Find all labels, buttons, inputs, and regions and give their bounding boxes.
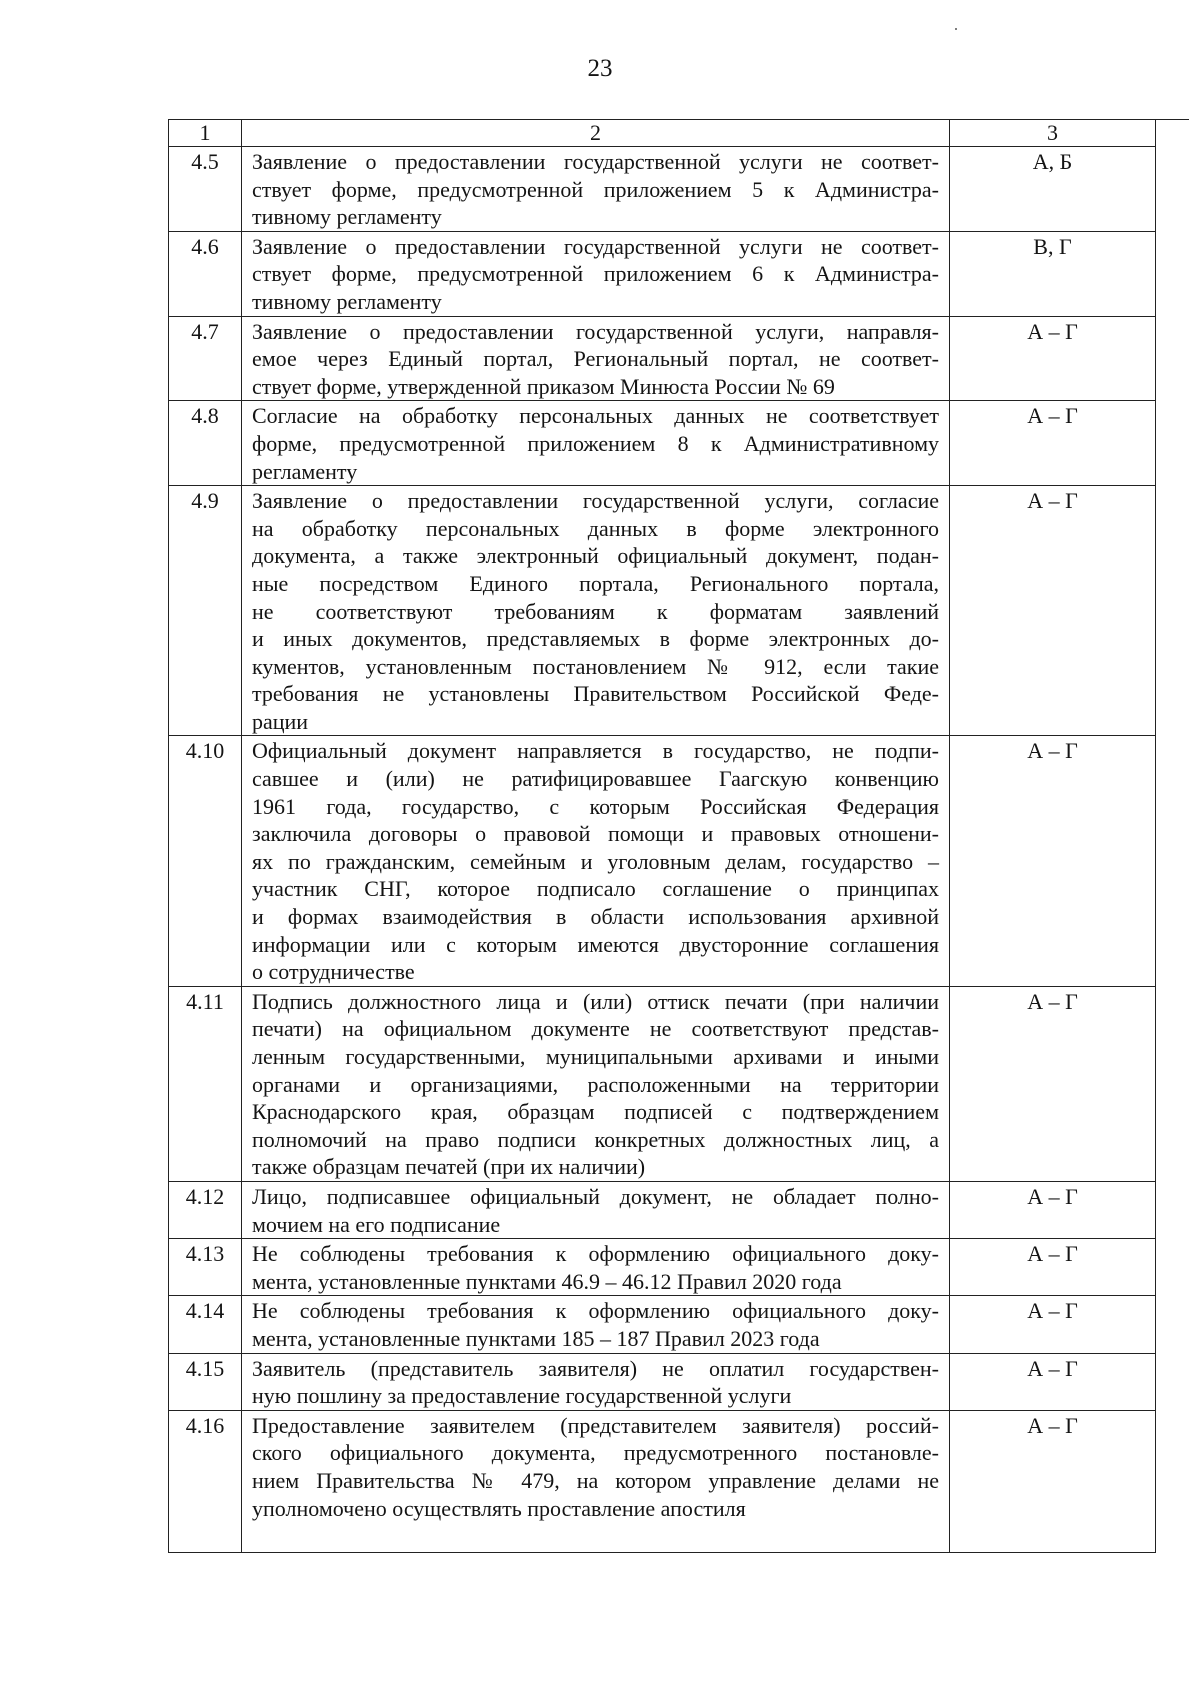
description-line: Заявление о предоставлении государственной услуги, направля- xyxy=(252,318,939,344)
description-line: печати) на официальном документе не соответствуют представ- xyxy=(252,1016,939,1042)
description-line: информации или с которым имеются двусторонние соглашения xyxy=(252,931,939,957)
table-row xyxy=(169,1410,1189,1552)
description-line: Не соблюдены требования к оформлению официального доку- xyxy=(252,1298,939,1324)
description-line: рации xyxy=(252,708,309,734)
row-extra-cell xyxy=(1156,1353,1189,1410)
description-line: тивному регламенту xyxy=(252,288,442,314)
description-line: Согласие на обработку персональных данных не соответствует xyxy=(252,403,939,429)
row-number: 4.16 xyxy=(169,1410,242,1552)
row-description xyxy=(242,736,950,986)
row-category: А – Г xyxy=(950,1410,1156,1552)
description-line: ные посредством Единого портала, Регионального портала, xyxy=(252,570,939,596)
description-line: ствует форме, утвержденной приказом Минюста России № 69 xyxy=(252,373,835,399)
row-description xyxy=(242,316,950,401)
row-extra-cell xyxy=(1156,986,1189,1181)
row-extra-cell xyxy=(1156,736,1189,986)
row-category: А – Г xyxy=(950,316,1156,401)
row-category: В, Г xyxy=(950,231,1156,316)
row-extra-cell xyxy=(1156,1181,1189,1238)
description-line: мочием на его подписание xyxy=(252,1211,501,1237)
table-row xyxy=(169,1353,1189,1410)
description-line: мента, установленные пунктами 46.9 – 46.12 Правил 2020 года xyxy=(252,1268,842,1294)
table-row xyxy=(169,1181,1189,1238)
header-cell-1: 1 xyxy=(169,120,242,147)
description-line: Заявление о предоставлении государственной услуги не соответ- xyxy=(252,149,939,174)
row-category: А – Г xyxy=(950,1239,1156,1296)
row-number: 4.5 xyxy=(169,147,242,232)
description-line: ского официального документа, предусмотренного постановле- xyxy=(252,1440,939,1466)
description-line: регламенту xyxy=(252,458,358,484)
row-number: 4.6 xyxy=(169,231,242,316)
row-number: 4.13 xyxy=(169,1239,242,1296)
table-row xyxy=(169,231,1189,316)
row-description xyxy=(242,401,950,486)
row-description xyxy=(242,986,950,1181)
description-line: требования не установлены Правительством Российской Феде- xyxy=(252,681,939,707)
row-category: А, Б xyxy=(950,147,1156,232)
table-row xyxy=(169,986,1189,1181)
row-extra-cell xyxy=(1156,231,1189,316)
row-description xyxy=(242,1296,950,1353)
row-category: А – Г xyxy=(950,1353,1156,1410)
requirements-table xyxy=(168,119,1189,1553)
description-line: мента, установленные пунктами 185 – 187 Правил 2023 года xyxy=(252,1325,820,1351)
table-row xyxy=(169,736,1189,986)
description-line: не соответствуют требованиям к форматам заявлений xyxy=(252,598,939,624)
scan-speck xyxy=(955,28,957,30)
description-line: также образцам печатей (при их наличии) xyxy=(252,1154,646,1180)
description-line: Краснодарского края, образцам подписей с подтверждением xyxy=(252,1099,939,1125)
description-line: полномочий на право подписи конкретных должностных лиц, а xyxy=(252,1126,939,1152)
description-line: Предоставление заявителем (представителем заявителя) россий- xyxy=(252,1412,939,1438)
description-line: документа, а также электронный официальный документ, подан- xyxy=(252,543,939,569)
description-line: Заявитель (представитель заявителя) не оплатил государствен- xyxy=(252,1355,939,1381)
row-number: 4.11 xyxy=(169,986,242,1181)
row-number: 4.8 xyxy=(169,401,242,486)
row-category: А – Г xyxy=(950,986,1156,1181)
row-description xyxy=(242,486,950,736)
description-line: органами и организациями, расположенными на территории xyxy=(252,1071,939,1097)
description-line: ствует форме, предусмотренной приложением 5 к Администра- xyxy=(252,176,939,202)
row-extra-cell xyxy=(1156,486,1189,736)
header-cell-2: 2 xyxy=(242,120,950,147)
description-line: форме, предусмотренной приложением 8 к Административному xyxy=(252,430,939,456)
description-line: ствует форме, предусмотренной приложением 6 к Администра- xyxy=(252,261,939,287)
row-extra-cell xyxy=(1156,1410,1189,1552)
description-line: участник СНГ, которое подписало соглашение о принципах xyxy=(252,876,939,902)
row-description xyxy=(242,1410,950,1552)
row-extra-cell xyxy=(1156,316,1189,401)
description-line: кументов, установленным постановлением № 912, если такие xyxy=(252,653,939,679)
description-line: заключила договоры о правовой помощи и правовых отношени- xyxy=(252,821,939,847)
row-number: 4.15 xyxy=(169,1353,242,1410)
row-description xyxy=(242,231,950,316)
description-line: тивному регламенту xyxy=(252,204,442,230)
table-row xyxy=(169,1296,1189,1353)
description-line: савшее и (или) не ратифицировавшее Гаагскую конвенцию xyxy=(252,766,939,792)
description-line: нием Правительства № 479, на котором управление делами не xyxy=(252,1467,939,1493)
row-description xyxy=(242,1353,950,1410)
table-row xyxy=(169,486,1189,736)
row-number: 4.9 xyxy=(169,486,242,736)
header-cell-3: 3 xyxy=(950,120,1156,147)
description-line: ленным государственными, муниципальными архивами и иными xyxy=(252,1044,939,1069)
row-extra-cell xyxy=(1156,147,1189,232)
table-row xyxy=(169,147,1189,232)
row-number: 4.14 xyxy=(169,1296,242,1353)
description-line: на обработку персональных данных в форме электронного xyxy=(252,515,939,541)
table-row xyxy=(169,1239,1189,1296)
description-line: ях по гражданским, семейным и уголовным делам, государство – xyxy=(252,848,939,874)
row-number: 4.10 xyxy=(169,736,242,986)
description-line: и формах взаимодействия в области использования архивной xyxy=(252,904,939,930)
description-line: 1961 года, государство, с которым Российская Федерация xyxy=(252,793,939,819)
row-description xyxy=(242,1181,950,1238)
description-line: ную пошлину за предоставление государственной услуги xyxy=(252,1383,792,1409)
row-number: 4.12 xyxy=(169,1181,242,1238)
table-row xyxy=(169,401,1189,486)
row-category: А – Г xyxy=(950,401,1156,486)
row-category: А – Г xyxy=(950,1296,1156,1353)
row-extra-cell xyxy=(1156,1239,1189,1296)
description-line: и иных документов, представляемых в форме электронных до- xyxy=(252,626,939,652)
row-extra-cell xyxy=(1156,401,1189,486)
row-description xyxy=(242,1239,950,1296)
row-category: А – Г xyxy=(950,486,1156,736)
row-category: А – Г xyxy=(950,736,1156,986)
table-row xyxy=(169,316,1189,401)
row-description xyxy=(242,147,950,232)
row-category: А – Г xyxy=(950,1181,1156,1238)
table-header-row xyxy=(169,120,1189,147)
header-extra-cell xyxy=(1156,120,1189,147)
table-body xyxy=(169,120,1189,1553)
page-number: 23 xyxy=(587,55,613,82)
description-line: емое через Единый портал, Региональный портал, не соответ- xyxy=(252,346,939,372)
description-line: о сотрудничестве xyxy=(252,959,415,985)
description-line: Не соблюдены требования к оформлению официального доку- xyxy=(252,1241,939,1267)
description-line: Лицо, подписавшее официальный документ, не обладает полно- xyxy=(252,1183,939,1209)
row-extra-cell xyxy=(1156,1296,1189,1353)
row-number: 4.7 xyxy=(169,316,242,401)
description-line: уполномочено осуществлять проставление апостиля xyxy=(252,1495,746,1521)
description-line: Официальный документ направляется в государство, не подпи- xyxy=(252,738,939,764)
description-line: Подпись должностного лица и (или) оттиск печати (при наличии xyxy=(252,988,939,1014)
description-line: Заявление о предоставлении государственной услуги, согласие xyxy=(252,488,939,514)
description-line: Заявление о предоставлении государственной услуги не соответ- xyxy=(252,233,939,259)
